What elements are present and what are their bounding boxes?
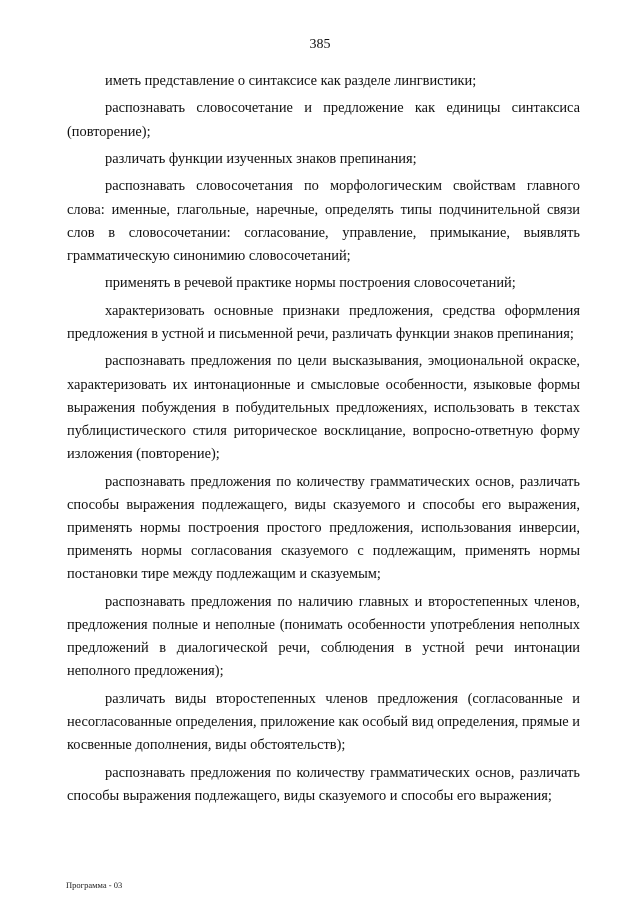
page-footer: Программа - 03 (66, 880, 123, 890)
paragraph: применять в речевой практике нормы построения словосочетаний; (105, 275, 516, 292)
paragraph: различать виды второстепенных членов предложения (согласованные и несогласованные определения, приложение как особый вид определения, прямые и косвенные дополнения, виды обстоятельств); (67, 690, 580, 754)
paragraph: распознавать предложения по количеству грамматических основ, различать способы выражения подлежащего, виды сказуемого и способы его выражения, применять нормы построения простого предложения, использования инверсии, применять нормы согласования сказуемого с подлежащим, применять нормы постановки тире между подлежащим и сказуемым; (67, 473, 580, 583)
paragraph: характеризовать основные признаки предложения, средства оформления предложения в устной и письменной речи, различать функции знаков препинания; (67, 302, 580, 342)
paragraph: различать функции изученных знаков препинания; (105, 150, 417, 167)
document-body (67, 70, 580, 812)
paragraph: распознавать предложения по количеству грамматических основ, различать способы выражения подлежащего, виды сказуемого и способы его выражения; (67, 764, 580, 804)
paragraph: иметь представление о синтаксисе как разделе лингвистики; (105, 73, 477, 89)
page-number: 385 (309, 37, 331, 52)
paragraph: распознавать словосочетание и предложение как единицы синтаксиса (повторение); (67, 100, 580, 140)
paragraph: распознавать предложения по наличию главных и второстепенных членов, предложения полные и неполные (понимать особенности употребления неполных предложений в диалогической речи, соблюдения в устной речи интонации неполного предложения); (67, 593, 580, 680)
paragraph: распознавать предложения по цели высказывания, эмоциональной окраске, характеризовать их интонационные и смысловые особенности, языковые формы выражения побуждения в побудительных предложениях, использовать в текстах публицистического стиля риторическое восклицание, вопросно-ответную форму изложения (повторение); (67, 353, 580, 463)
paragraph: распознавать словосочетания по морфологическим свойствам главного слова: именные, глагольные, наречные, определять типы подчинительной связи слов в словосочетании: согласование, управление, примыкание, выявлять грамматическую синонимию словосочетаний; (67, 178, 580, 264)
